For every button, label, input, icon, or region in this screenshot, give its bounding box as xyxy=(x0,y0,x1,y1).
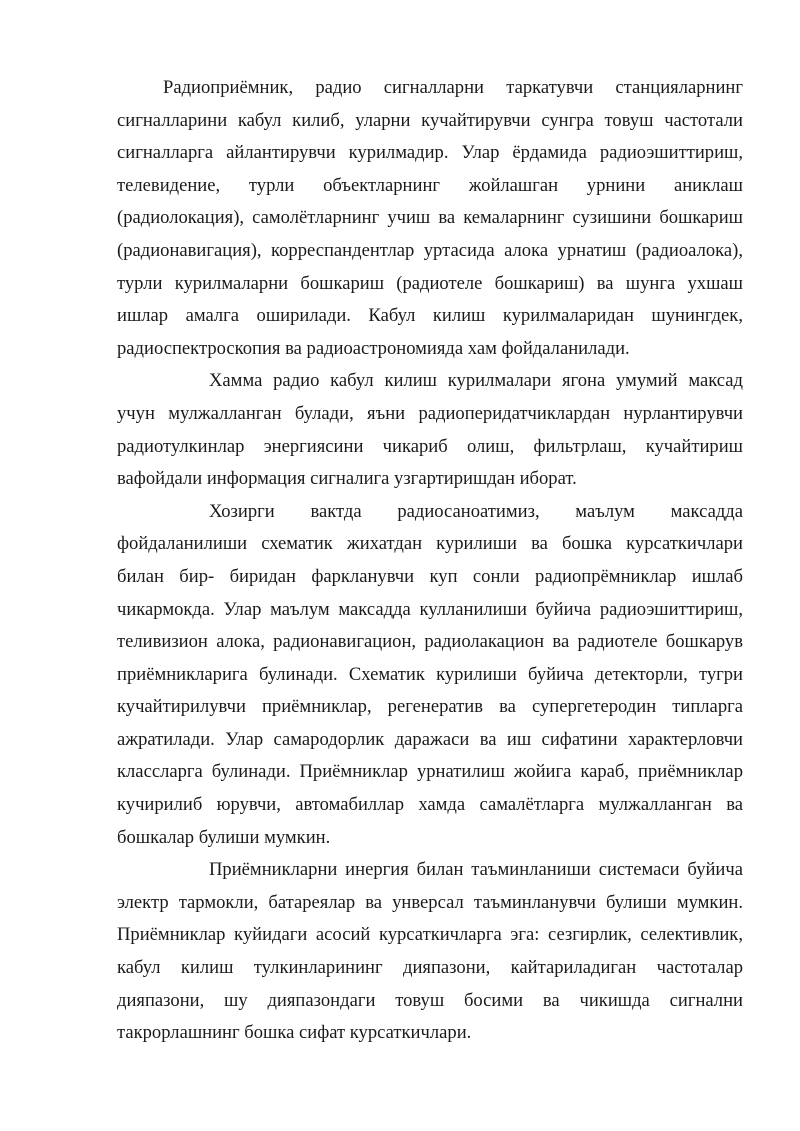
text-line: классларга булинади. Приёмниклар урнатилиш жойига караб, приёмниклар xyxy=(117,761,743,783)
text-line: Приёмникларни инергия билан таъминланиши системаси буйича xyxy=(209,859,743,881)
text-line: сигналларини кабул килиб, уларни кучайтирувчи сунгра товуш частотали xyxy=(117,109,743,131)
paragraph-4 xyxy=(117,854,743,1050)
text-line: Приёмниклар куйидаги асосий курсаткичларга эга: сезгирлик, селективлик, xyxy=(117,924,743,946)
text-line: кучирилиб юрувчи, автомабиллар хамда самалётларга мулжалланган ва xyxy=(117,794,743,816)
text-line: ажратилади. Улар самародорлик даражаси ва иш сифатини характерловчи xyxy=(117,728,743,750)
text-line: фойдаланилиши схематик жихатдан курилиши ва бошка курсаткичлари xyxy=(117,533,743,555)
text-line: сигналларга айлантирувчи курилмадир. Улар ёрдамида радиоэшиттириш, xyxy=(117,142,743,164)
text-line: Хамма радио кабул килиш курилмалари ягона умумий максад xyxy=(209,370,743,392)
text-line: телевидение, турли объектларнинг жойлашган урнини аниклаш xyxy=(117,174,743,196)
text-line: (радиолокация), самолётларнинг учиш ва кемаларнинг сузишини бошкариш xyxy=(117,207,743,229)
text-line: кабул килиш тулкинларининг дияпазони, кайтариладиган частоталар xyxy=(117,957,743,979)
body-text xyxy=(117,72,743,1050)
text-line: (радионавигация), корреспандентлар уртасида алока урнатиш (радиоалока), xyxy=(117,239,743,261)
paragraph-1 xyxy=(117,72,743,365)
text-line: учун мулжалланган булади, яъни радиоперидатчиклардан нурлантирувчи xyxy=(117,402,743,424)
text-line: билан бир- биридан фаркланувчи куп сонли радиопрёмниклар ишлаб xyxy=(117,565,743,587)
paragraph-2 xyxy=(117,365,743,495)
text-line: радиотулкинлар энергиясини чикариб олиш, фильтрлаш, кучайтириш xyxy=(117,435,743,457)
text-line: теливизион алока, радионавигацион, радиолакацион ва радиотеле бошкарув xyxy=(117,631,743,653)
text-line: турли курилмаларни бошкариш (радиотеле бошкариш) ва шунга ухшаш xyxy=(117,272,743,294)
text-line: приёмникларига булинади. Схематик курилиши буйича детекторли, тугри xyxy=(117,663,743,685)
text-line: бошкалар булиши мумкин. xyxy=(117,826,331,848)
text-line: дияпазони, шу дияпазондаги товуш босими ва чикишда сигнални xyxy=(117,989,743,1011)
text-line: электр тармокли, батареялар ва унверсал таъминланувчи булиши мумкин. xyxy=(117,891,743,913)
paragraph-3 xyxy=(117,496,743,855)
text-line: кучайтирилувчи приёмниклар, регенератив ва супергетеродин типларга xyxy=(117,696,743,718)
text-line: Хозирги вактда радиосаноатимиз, маълум максадда xyxy=(209,500,743,522)
text-line: ишлар амалга оширилади. Кабул килиш курилмаларидан шунингдек, xyxy=(117,305,743,327)
text-line: вафойдали информация сигналига узгартиришдан иборат. xyxy=(117,468,577,490)
text-line: Радиоприёмник, радио сигналларни таркатувчи станцияларнинг xyxy=(163,77,743,98)
text-line: радиоспектроскопия ва радиоастрономияда хам фойдаланилади. xyxy=(117,337,630,359)
text-line: такрорлашнинг бошка сифат курсаткичлари. xyxy=(117,1022,472,1044)
text-line: чикармокда. Улар маълум максадда кулланилиши буйича радиоэшиттириш, xyxy=(117,598,743,620)
